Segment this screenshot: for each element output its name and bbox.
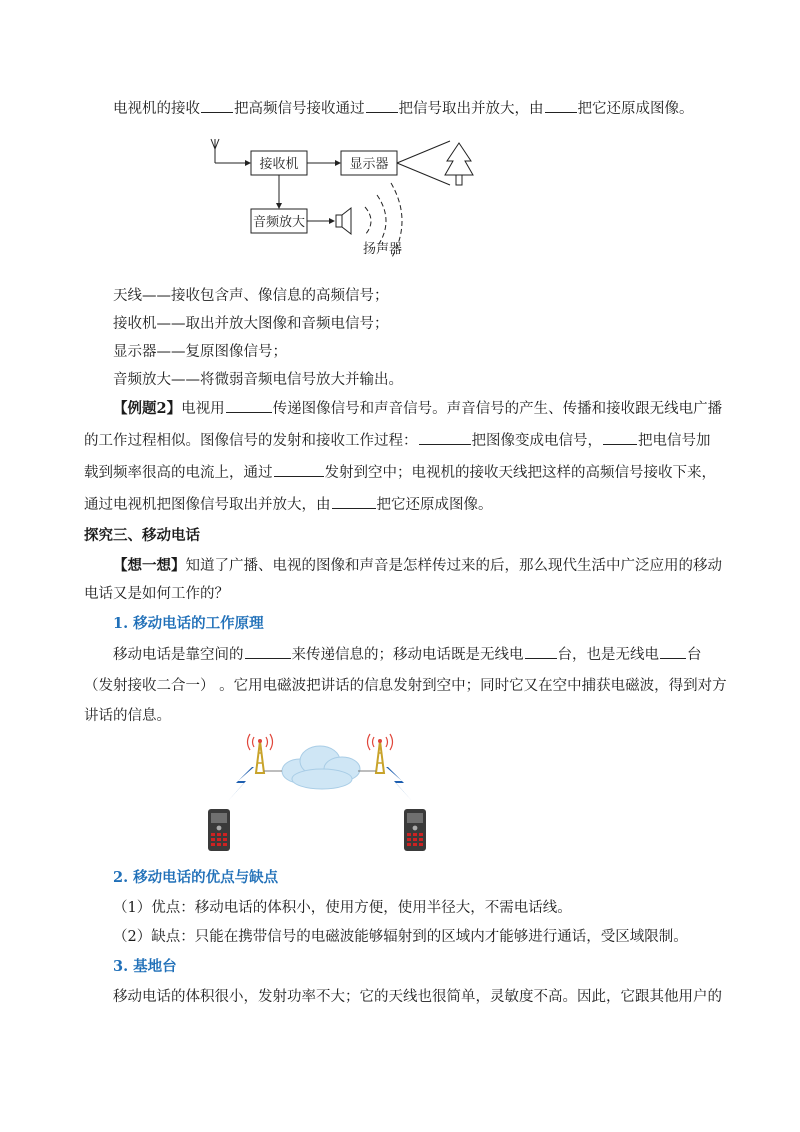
cell-tower-icon bbox=[248, 734, 273, 773]
heading-base-station: 3. 基地台 bbox=[113, 958, 177, 975]
text-segment: 把电信号加 bbox=[638, 433, 711, 449]
text-segment: 来传递信息的；移动电话既是无线电 bbox=[291, 647, 524, 663]
text-segment: 台 bbox=[687, 647, 702, 663]
fill-blank[interactable] bbox=[366, 98, 398, 113]
text-segment: 发射到空中；电视机的接收天线把这样的高频信号接收下来， bbox=[324, 465, 716, 481]
antenna-icon bbox=[211, 139, 245, 163]
fill-blank[interactable] bbox=[201, 98, 233, 113]
desc-audio: 音频放大——将微弱音频电信号放大并输出。 bbox=[113, 372, 403, 388]
tv-receiver-diagram bbox=[205, 135, 495, 260]
text-segment: 把它还原成图像。 bbox=[376, 497, 493, 513]
base-station-text: 移动电话的体积很小，发射功率不大；它的天线也很简单，灵敏度不高。因此，它跟其他用户的 bbox=[113, 989, 722, 1005]
text-segment: 把它还原成图像。 bbox=[577, 101, 694, 117]
text-segment: 传递图像信号和声音信号。声音信号的产生、传播和接收跟无线电广播 bbox=[272, 401, 723, 417]
tree-icon bbox=[445, 143, 473, 185]
tv-receive-paragraph bbox=[113, 98, 694, 119]
mobile-network-illustration bbox=[200, 733, 440, 853]
think-line1 bbox=[113, 556, 722, 576]
pros-text: （1）优点：移动电话的体积小，使用方便，使用半径大，不需电话线。 bbox=[113, 900, 572, 916]
section-title: 探究三、移动电话 bbox=[84, 527, 200, 544]
text-segment: 的工作过程相似。图像信号的发射和接收工作过程： bbox=[84, 433, 418, 449]
signal-bolt-icon bbox=[386, 767, 412, 801]
fill-blank[interactable] bbox=[226, 398, 272, 413]
fill-blank[interactable] bbox=[545, 98, 577, 113]
text-segment: 把高频信号接收通过 bbox=[234, 101, 365, 117]
fill-blank[interactable] bbox=[274, 462, 324, 477]
heading-pros-cons: 2. 移动电话的优点与缺点 bbox=[113, 869, 279, 886]
cell-tower-icon bbox=[368, 734, 393, 773]
display-label: 显示器 bbox=[349, 157, 389, 172]
text-segment: 台，也是无线电 bbox=[557, 647, 659, 663]
text-segment: 载到频率很高的电流上，通过 bbox=[84, 465, 273, 481]
desc-antenna: 天线——接收包含声、像信息的高频信号； bbox=[113, 288, 389, 304]
text-segment: 电视机的接收 bbox=[113, 101, 200, 117]
arrow-icon bbox=[245, 160, 251, 166]
fill-blank[interactable] bbox=[603, 430, 637, 445]
example2-line3 bbox=[84, 462, 716, 483]
example2-label: 【例题2】 bbox=[113, 400, 182, 417]
text-segment: 通过电视机把图像信号取出并放大，由 bbox=[84, 497, 331, 513]
signal-bolt-icon bbox=[228, 767, 254, 801]
fill-blank[interactable] bbox=[332, 494, 376, 509]
principle-line2: （发射接收二合一） 。它用电磁波把讲话的信息发射到空中；同时它又在空中捕获电磁波，得到对方 bbox=[84, 678, 727, 694]
mobile-phone-icon bbox=[208, 809, 230, 851]
fill-blank[interactable] bbox=[245, 644, 291, 659]
arrow-icon bbox=[329, 218, 335, 224]
fill-blank[interactable] bbox=[419, 430, 471, 445]
think-label: 【想一想】 bbox=[113, 557, 186, 574]
example2-line4 bbox=[84, 494, 493, 515]
speaker-icon bbox=[336, 208, 351, 234]
desc-receiver: 接收机——取出并放大图像和音频电信号； bbox=[113, 316, 389, 332]
fill-blank[interactable] bbox=[660, 644, 686, 659]
text-segment: 移动电话是靠空间的 bbox=[113, 647, 244, 663]
principle-line3: 讲话的信息。 bbox=[84, 708, 171, 724]
mobile-phone-icon bbox=[404, 809, 426, 851]
arrow-icon bbox=[335, 160, 341, 166]
speaker-label: 扬声器 bbox=[363, 242, 403, 257]
text-segment: 把信号取出并放大，由 bbox=[398, 101, 544, 117]
think-line2: 电话又是如何工作的？ bbox=[84, 586, 229, 602]
example2-line1 bbox=[113, 398, 722, 419]
cloud-icon bbox=[282, 746, 360, 789]
audio-amp-label: 音频放大 bbox=[252, 215, 306, 230]
desc-display: 显示器——复原图像信号； bbox=[113, 344, 287, 360]
heading-principle: 1. 移动电话的工作原理 bbox=[113, 615, 264, 632]
arrow-icon bbox=[276, 203, 282, 209]
principle-line1 bbox=[113, 644, 702, 665]
fill-blank[interactable] bbox=[525, 644, 557, 659]
receiver-label: 接收机 bbox=[259, 157, 299, 172]
text-segment: 电视用 bbox=[181, 401, 225, 417]
cons-text: （2）缺点：只能在携带信号的电磁波能够辐射到的区域内才能够进行通话，受区域限制。 bbox=[113, 929, 688, 945]
example2-line2 bbox=[84, 430, 711, 451]
text-segment: 把图像变成电信号， bbox=[471, 433, 602, 449]
text-segment: 知道了广播、电视的图像和声音是怎样传过来的后，那么现代生活中广泛应用的移动 bbox=[185, 558, 722, 574]
